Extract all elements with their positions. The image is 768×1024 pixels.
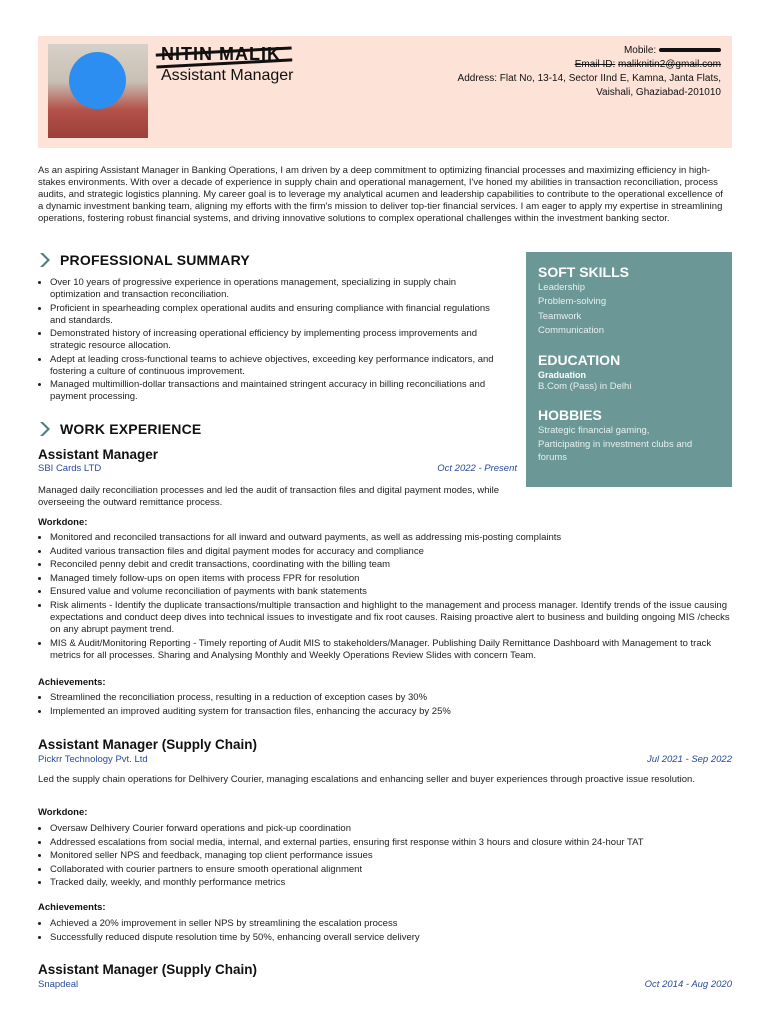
list-item: • Streamlined the reconciliation process, resulting in a reduction of exception cases by 30%	[50, 692, 732, 704]
email-row	[421, 58, 721, 72]
experience-heading-label: WORK EXPERIENCE	[60, 421, 202, 437]
address-line2: Vaishali, Ghaziabad-201010	[596, 87, 721, 98]
mobile-label: Mobile:	[623, 45, 657, 56]
face-redaction-circle	[69, 52, 126, 109]
mobile-redaction	[659, 48, 721, 52]
summary-item: • Proficient in spearheading complex operational audits and ensuring compliance with financial regulations and standards.	[50, 303, 506, 327]
soft-skills-heading: SOFT SKILLS	[538, 264, 629, 280]
experience-heading	[38, 421, 201, 437]
sidebar-panel	[526, 252, 732, 487]
candidate-title: Assistant Manager	[161, 67, 294, 84]
skill-item: Teamwork	[538, 311, 582, 322]
mobile-row	[421, 44, 721, 58]
list-item: • Audited various transaction files and digital payment modes for accuracy and compliance	[50, 546, 732, 558]
skill-item: Leadership	[538, 282, 586, 293]
list-item: • Addressed escalations from social media, internal, and external parties, ensuring first response within 3 hours and closure within 24-hour TAT	[50, 837, 732, 849]
list-item: • Collaborated with courier partners to ensure smooth operational alignment	[50, 864, 732, 876]
skill-item: Problem-solving	[538, 296, 607, 307]
list-item: • Reconciled penny debit and credit transactions, coordinating with the billing team	[50, 559, 732, 571]
list-item: • Ensured value and volume reconciliation of payments with bank statements	[50, 586, 732, 598]
education-level: Graduation	[538, 370, 587, 380]
list-item: • Implemented an improved auditing system for transaction files, enhancing the accuracy by 25%	[50, 706, 732, 718]
email-label: Email ID:	[574, 59, 616, 70]
job-description: Managed daily reconciliation processes and led the audit of transaction files and digital payment modes, while overseeing the outward remittance process.	[38, 485, 500, 508]
job-description: Led the supply chain operations for Delhivery Courier, managing escalations and enhancing seller and buyer experiences through proactive issue resolution.	[38, 774, 695, 785]
achievements-list	[38, 692, 732, 719]
skill-item: Communication	[538, 325, 604, 336]
summary-list	[38, 277, 506, 405]
hobby-item: Strategic financial gaming,	[538, 425, 650, 436]
list-item: • Tracked daily, weekly, and monthly performance metrics	[50, 877, 732, 889]
achievements-label: Achievements:	[38, 902, 106, 913]
list-item: • MIS & Audit/Monitoring Reporting - Timely reporting of Audit MIS to stakeholders/Manager. Publishing Daily Remittance Dashboard with Management to track metrics for all processes. Sharing and Analysing Monthly and Weekly Operations Review Slides with concern Team.	[50, 638, 732, 662]
workdone-label: Workdone:	[38, 807, 88, 818]
summary-item: • Demonstrated history of increasing operational efficiency by implementing process improvements and strategic resource allocation.	[50, 328, 506, 352]
hobby-item: Participating in investment clubs and	[538, 439, 693, 450]
job-dates: Oct 2022 - Present	[437, 463, 517, 474]
job-title: Assistant Manager (Supply Chain)	[38, 962, 258, 977]
list-item: • Risk aliments - Identify the duplicate transactions/multiple transaction and highlight to the management and process manager. Identify trends of the issue causing expectations and conduct deep dives into technical issues to investigate and fix root causes. Raising proactive alert to business and building ongoing MIS /checks on any abrupt payment trend.	[50, 600, 732, 636]
chevron-right-icon	[38, 253, 52, 267]
workdone-list	[38, 532, 732, 663]
summary-item: • Adept at leading cross-functional teams to achieve objectives, exceeding key performance indicators, and fostering a culture of continuous improvement.	[50, 354, 506, 378]
job-title: Assistant Manager	[38, 447, 159, 462]
email-value: maliknitin2@gmail.com	[618, 59, 721, 70]
workdone-list	[38, 823, 732, 891]
chevron-right-icon	[38, 422, 52, 436]
address-label: Address:	[457, 73, 497, 84]
summary-item: • Managed multimillion-dollar transactions and maintained stringent accuracy in billing reconciliations and payment processing.	[50, 379, 506, 403]
candidate-name: NITIN MALIK	[161, 44, 281, 64]
job-dates: Jul 2021 - Sep 2022	[646, 754, 732, 765]
workdone-label: Workdone:	[38, 517, 88, 528]
achievements-list	[38, 918, 732, 945]
job-dates: Oct 2014 - Aug 2020	[644, 979, 732, 990]
hobbies-heading: HOBBIES	[538, 407, 602, 423]
achievements-label: Achievements:	[38, 677, 106, 688]
education-degree: B.Com (Pass) in Delhi	[538, 381, 632, 392]
career-objective: As an aspiring Assistant Manager in Banking Operations, I am driven by a deep commitment to optimizing financial processes and maximizing efficiency in high-stakes environments. With over a decade of experience in supply chain and operational management, I've honed my abilities in transaction reconciliation, process audits, and strategic logistics planning. My career goal is to leverage my analytical acumen and leadership capabilities to contribute to the operational excellence of a dynamic investment banking team, aligning my efforts with the firm's mission to deliver top-tier financial services. I am eager to apply my expertise in streamlining operations, fostering robust financial systems, and driving innovative solutions to complex operational challenges within the investment banking sector.	[38, 165, 723, 224]
job-title: Assistant Manager (Supply Chain)	[38, 737, 258, 752]
address-row	[421, 72, 721, 86]
job-company: Pickrr Technology Pvt. Ltd	[38, 754, 148, 765]
address-line1: Flat No, 13-14, Sector IInd E, Kamna, Janta Flats,	[499, 73, 721, 84]
list-item: • Monitored seller NPS and feedback, managing top client performance issues	[50, 850, 732, 862]
list-item: • Managed timely follow-ups on open items with process FPR for resolution	[50, 573, 732, 585]
summary-heading-label: PROFESSIONAL SUMMARY	[60, 252, 250, 268]
list-item: • Oversaw Delhivery Courier forward operations and pick-up coordination	[50, 823, 732, 835]
profile-photo	[48, 44, 148, 138]
summary-item: • Over 10 years of progressive experience in operations management, specializing in supply chain optimization and transaction reconciliation.	[50, 277, 506, 301]
summary-heading	[38, 252, 250, 268]
contact-info	[421, 44, 721, 100]
hobby-item: forums	[538, 452, 568, 463]
job-company: Snapdeal	[38, 979, 79, 990]
education-heading: EDUCATION	[538, 352, 621, 368]
resume-header	[38, 36, 732, 148]
list-item: • Monitored and reconciled transactions for all inward and outward payments, as well as addressing mis-posting complaints	[50, 532, 732, 544]
job-company: SBI Cards LTD	[38, 463, 102, 474]
list-item: • Successfully reduced dispute resolution time by 50%, enhancing overall service delivery	[50, 932, 732, 944]
list-item: • Achieved a 20% improvement in seller NPS by streamlining the escalation process	[50, 918, 732, 930]
